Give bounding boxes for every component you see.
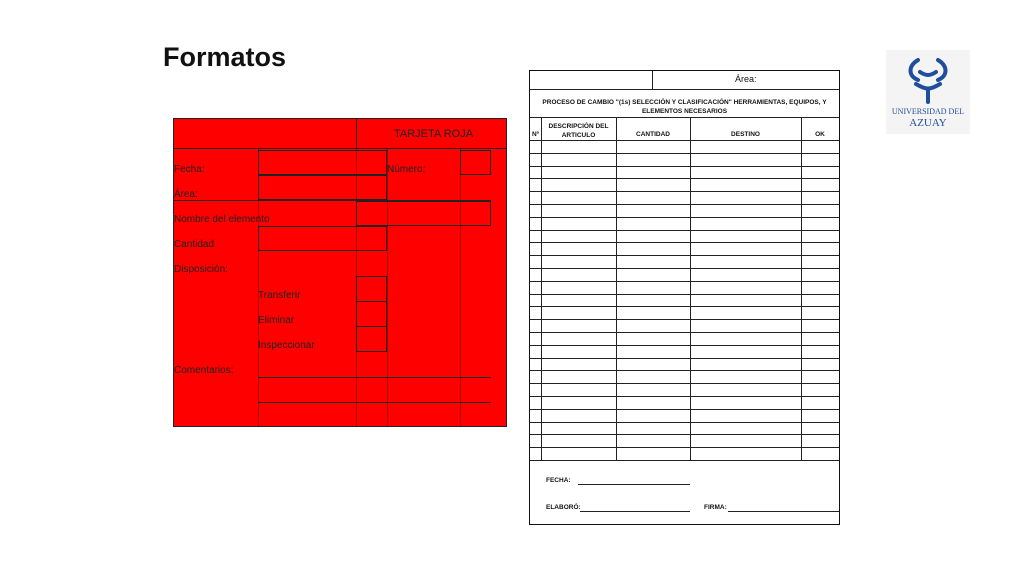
table-column-line [690, 117, 691, 460]
firma-label: FIRMA: [704, 504, 727, 511]
logo-line2: AZUAY [909, 117, 947, 129]
table-row-line [530, 345, 839, 346]
fecha-signature-line[interactable] [578, 484, 690, 485]
row-line [530, 89, 839, 90]
table-row-line [530, 153, 839, 154]
university-logo [886, 50, 970, 134]
table-row-line [530, 178, 839, 179]
numero-label: Número: [387, 164, 426, 175]
table-row-line [530, 242, 839, 243]
table-row-line [530, 268, 839, 269]
column-guide [387, 149, 388, 426]
table-row-line [530, 409, 839, 410]
table-row-line [530, 460, 839, 461]
table-column-line [541, 117, 542, 460]
column-guide [460, 149, 461, 426]
area-divider [652, 71, 653, 89]
table-row-line [530, 434, 839, 435]
col-header-num: Nº [531, 131, 540, 138]
table-row-line [530, 306, 839, 307]
cantidad-field[interactable] [258, 226, 387, 251]
nombre-field[interactable] [356, 201, 491, 226]
area-field[interactable] [258, 175, 387, 200]
table-row-line [530, 281, 839, 282]
table-row-line [530, 396, 839, 397]
table-column-line [616, 117, 617, 460]
header-divider [356, 119, 357, 148]
red-card [173, 118, 507, 427]
card-title: TARJETA ROJA [394, 128, 474, 140]
eliminar-label: Eliminar [258, 315, 295, 326]
table-row-line [530, 422, 839, 423]
col-header-ok: OK [815, 131, 825, 138]
numero-field[interactable] [460, 150, 491, 175]
table-row-line [530, 332, 839, 333]
comment-line[interactable] [258, 402, 491, 403]
inspeccionar-checkbox[interactable] [356, 326, 387, 352]
table-row-line [530, 255, 839, 256]
fecha-footer-label: FECHA: [546, 477, 571, 484]
transferir-label: Transferir [258, 290, 301, 301]
table-row-line [530, 319, 839, 320]
row-line [530, 117, 839, 118]
disposicion-label: Disposición: [174, 264, 228, 275]
cantidad-label: Cantidad [174, 239, 215, 250]
table-row-line [530, 294, 839, 295]
area-label: Área: [174, 189, 198, 200]
col-header-descripcion: DESCRIPCIÓN DEL ARTICULO [548, 123, 609, 139]
elaboro-label: ELABORÓ: [546, 504, 581, 511]
fecha-field[interactable] [258, 150, 387, 175]
transferir-checkbox[interactable] [356, 276, 387, 302]
slide-title: Formatos [163, 42, 287, 72]
elaboro-signature-line[interactable] [580, 511, 690, 512]
eliminar-checkbox[interactable] [356, 301, 387, 327]
form-area-label: Área: [735, 74, 757, 84]
firma-signature-line[interactable] [728, 511, 839, 512]
inspeccionar-label: Inspeccionar [258, 340, 315, 351]
table-row-line [530, 166, 839, 167]
table-column-line [801, 117, 802, 460]
col-header-cantidad: CANTIDAD [636, 131, 670, 138]
nombre-label: Nombre del elemento [174, 214, 270, 225]
header-bottom-line [530, 140, 839, 141]
table-row-line [530, 230, 839, 231]
form-heading: PROCESO DE CAMBIO "(1s) SELECCIÓN Y CLASIFICACIÓN" HERRAMIENTAS, EQUIPOS, Y ELEMENTOS NECESARIOS [542, 99, 827, 115]
logo-line1: UNIVERSIDAD DEL [891, 107, 965, 116]
table-row-line [530, 217, 839, 218]
col-header-destino: DESTINO [731, 131, 760, 138]
comentarios-label: Comentarios: [174, 365, 234, 376]
table-row-line [530, 447, 839, 448]
table-row-line [530, 383, 839, 384]
table-row-line [530, 358, 839, 359]
table-row-line [530, 370, 839, 371]
comment-line[interactable] [258, 377, 491, 378]
fecha-label: Fecha: [174, 164, 205, 175]
selection-form [529, 70, 840, 525]
table-row-line [530, 191, 839, 192]
header-bottom-line [174, 148, 506, 149]
table-row-line [530, 204, 839, 205]
